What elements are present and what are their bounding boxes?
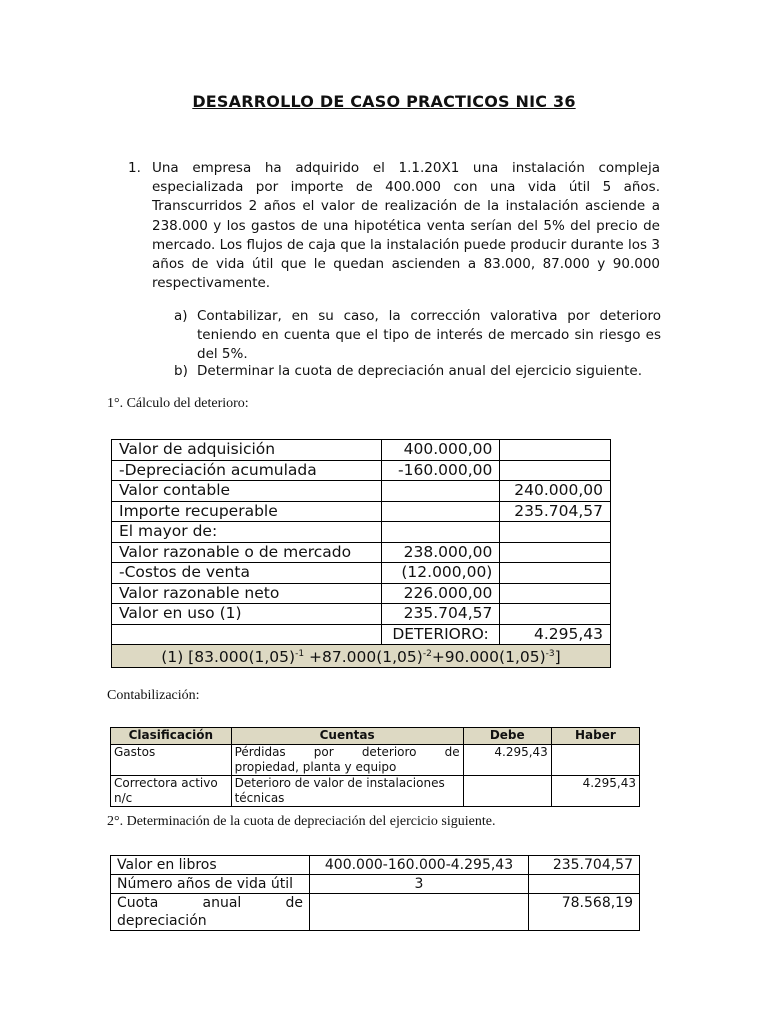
header-debe: Debe — [463, 728, 551, 745]
formula-part: +90.000(1,05) — [431, 648, 546, 667]
cell-cuenta: Pérdidas por deterioro de propiedad, planta y equipo — [231, 745, 463, 776]
row-total: 235.704,57 — [500, 501, 611, 522]
table-row — [112, 522, 611, 543]
table-row — [112, 624, 611, 645]
header-haber: Haber — [551, 728, 639, 745]
section-heading-impairment: 1°. Cálculo del deterioro: — [107, 396, 249, 411]
header-cuentas: Cuentas — [231, 728, 463, 745]
sub-question-a-label: a) — [174, 308, 188, 324]
row-total — [500, 522, 611, 543]
row-label: -Depreciación acumulada — [112, 460, 382, 481]
row-value: 400.000,00 — [381, 440, 500, 461]
table-row — [112, 542, 611, 563]
formula-row — [112, 645, 611, 668]
formula-part: ] — [554, 648, 561, 667]
row-value — [381, 501, 500, 522]
impairment-table — [111, 439, 611, 668]
table-header-row — [111, 728, 640, 745]
cell-haber: 4.295,43 — [551, 776, 639, 807]
formula-cell — [112, 645, 611, 668]
row-total — [500, 604, 611, 625]
row-total — [500, 563, 611, 584]
cell-cuenta: Deterioro de valor de instalaciones técnicas — [231, 776, 463, 807]
cell-value: 78.568,19 — [529, 894, 640, 931]
table-row — [111, 776, 640, 807]
row-label: El mayor de: — [112, 522, 382, 543]
table-row — [112, 501, 611, 522]
formula-part: (1) [83.000(1,05) — [161, 648, 296, 667]
row-label: -Costos de venta — [112, 563, 382, 584]
table-row — [112, 583, 611, 604]
formula-exponent: -3 — [545, 649, 555, 659]
row-total — [500, 440, 611, 461]
row-value: -160.000,00 — [381, 460, 500, 481]
problem-number: 1. — [128, 160, 141, 176]
table-row — [111, 856, 640, 875]
cell-clasificacion: Correctora activo n/c — [111, 776, 232, 807]
cell-label: Valor en libros — [111, 856, 310, 875]
header-clasificacion: Clasificación — [111, 728, 232, 745]
cell-haber — [551, 745, 639, 776]
row-value: 226.000,00 — [381, 583, 500, 604]
cell-label: Número años de vida útil — [111, 875, 310, 894]
row-label: Valor razonable neto — [112, 583, 382, 604]
row-label — [112, 624, 382, 645]
formula-exponent: -1 — [295, 649, 305, 659]
row-label: Valor en uso (1) — [112, 604, 382, 625]
problem-text: Una empresa ha adquirido el 1.1.20X1 una instalación compleja especializada por importe de 400.000 con una vida útil 5 años. Transcurridos 2 años el valor de realización de la instalación asciende a 238.000 y los gastos de una hipotética venta serían del 5% del precio de mercado. Los flujos de caja que la instalación puede producir durante los 3 años de vida útil que le quedan ascienden a 83.000, 87.000 y 90.000 respectivamente. — [152, 160, 660, 292]
row-total — [500, 542, 611, 563]
impairment-value: 4.295,43 — [500, 624, 611, 645]
formula-part: +87.000(1,05) — [304, 648, 423, 667]
cell-debe — [463, 776, 551, 807]
cell-formula: 3 — [310, 875, 529, 894]
section-heading-depreciation: 2°. Determinación de la cuota de depreciación del ejercicio siguiente. — [107, 814, 496, 829]
row-total: 240.000,00 — [500, 481, 611, 502]
table-row — [112, 440, 611, 461]
page-title: DESARROLLO DE CASO PRACTICOS NIC 36 — [192, 92, 576, 111]
cell-formula: 400.000-160.000-4.295,43 — [310, 856, 529, 875]
row-value: 235.704,57 — [381, 604, 500, 625]
cell-value — [529, 875, 640, 894]
row-total — [500, 460, 611, 481]
row-value: 238.000,00 — [381, 542, 500, 563]
table-row — [112, 481, 611, 502]
sub-question-b — [174, 362, 661, 381]
problem-statement — [128, 159, 660, 293]
row-value — [381, 522, 500, 543]
table-row — [112, 604, 611, 625]
sub-question-b-text: Determinar la cuota de depreciación anual del ejercicio siguiente. — [197, 363, 643, 379]
journal-entry-table — [110, 727, 640, 807]
cell-label: Cuota anual de depreciación — [111, 894, 310, 931]
sub-question-a-text: Contabilizar, en su caso, la corrección valorativa por deterioro teniendo en cuenta que el tipo de interés de mercado sin riesgo es del 5%. — [197, 308, 661, 363]
row-label: Importe recuperable — [112, 501, 382, 522]
sub-question-b-label: b) — [174, 363, 188, 379]
cell-clasificacion: Gastos — [111, 745, 232, 776]
row-label: Valor contable — [112, 481, 382, 502]
table-row — [112, 460, 611, 481]
row-value: (12.000,00) — [381, 563, 500, 584]
cell-debe: 4.295,43 — [463, 745, 551, 776]
row-total — [500, 583, 611, 604]
formula-exponent: -2 — [422, 649, 432, 659]
impairment-label: DETERIORO: — [381, 624, 500, 645]
row-label: Valor de adquisición — [112, 440, 382, 461]
cell-value: 235.704,57 — [529, 856, 640, 875]
table-row — [112, 563, 611, 584]
cell-formula — [310, 894, 529, 931]
section-heading-accounting: Contabilización: — [107, 688, 200, 703]
table-row — [111, 745, 640, 776]
table-row — [111, 875, 640, 894]
depreciation-table — [110, 855, 640, 931]
row-label: Valor razonable o de mercado — [112, 542, 382, 563]
sub-question-a — [174, 307, 661, 365]
table-row — [111, 894, 640, 931]
row-value — [381, 481, 500, 502]
